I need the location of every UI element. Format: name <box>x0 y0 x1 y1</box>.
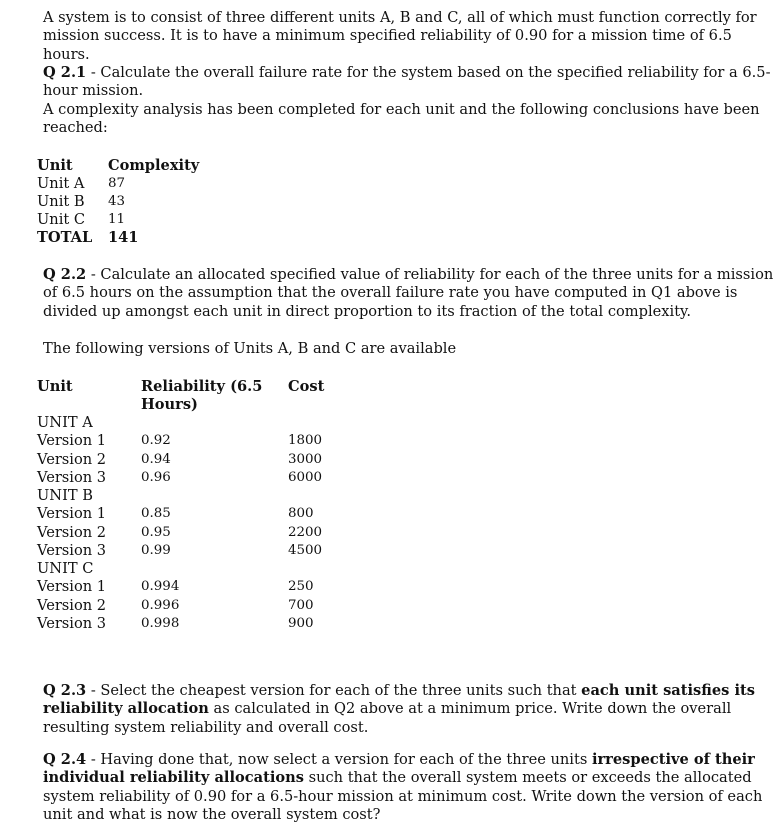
question-2-1 <box>43 64 771 101</box>
table-cell-version: Version 3 <box>37 542 107 559</box>
question-text: unit and what is now the overall system cost? <box>43 805 381 823</box>
complexity-intro <box>43 101 760 138</box>
total-label: TOTAL <box>37 229 93 246</box>
total-value: 141 <box>108 229 139 246</box>
table-cell-version: Version 1 <box>37 432 107 449</box>
question-2-4 <box>43 751 763 824</box>
question-text: as calculated in Q2 above at a minimum price. Write down the overall <box>208 700 732 718</box>
question-label: Q 2.4 <box>43 751 87 768</box>
col-header-reliability: Hours) <box>141 396 198 413</box>
versions-intro <box>43 340 703 358</box>
question-text: divided up amongst each unit in direct proportion to its fraction of the total complexity. <box>43 302 692 320</box>
unit-group-label: UNIT B <box>37 487 93 504</box>
question-text: - Select the cheapest version for each of the three units such that <box>86 682 582 699</box>
unit-group-label: UNIT C <box>37 560 94 577</box>
question-text: such that the overall system meets or exceeds the allocated <box>303 769 752 787</box>
table-cell-cost: 800 <box>288 506 314 521</box>
question-label: Q 2.3 <box>43 682 87 699</box>
question-text: - Having done that, now select a version for each of the three units <box>86 751 592 768</box>
intro-line: A system is to consist of three different units A, B and C, all of which must function correctly for <box>43 9 757 26</box>
table-cell-reliability: 0.92 <box>141 433 171 448</box>
question-text: of 6.5 hours on the assumption that the overall failure rate you have computed in Q1 above is <box>43 284 738 302</box>
table-cell-cost: 900 <box>288 616 314 631</box>
question-text: hour mission. <box>43 82 144 100</box>
table-cell-version: Version 3 <box>37 615 107 632</box>
question-label: Q 2.2 <box>43 266 87 283</box>
table-cell-cost: 4500 <box>288 543 323 558</box>
col-header-unit: Unit <box>37 157 73 174</box>
complexity-intro-line: A complexity analysis has been completed for each unit and the following conclusions have been <box>43 101 760 118</box>
col-header-reliability: Reliability (6.5 <box>141 378 263 395</box>
col-header-unit: Unit <box>37 378 73 395</box>
table-cell-reliability: 0.85 <box>141 506 171 521</box>
question-text: - Calculate the overall failure rate for the system based on the specified reliability for a 6.5- <box>86 64 771 81</box>
intro-line: hours. <box>43 45 90 63</box>
question-text: system reliability of 0.90 for a 6.5-hour mission at minimum cost. Write down the version of each <box>43 787 763 805</box>
table-cell-version: Version 2 <box>37 597 107 614</box>
table-cell-reliability: 0.96 <box>141 470 171 485</box>
table-cell-cost: 250 <box>288 579 314 594</box>
versions-intro-text: The following versions of Units A, B and C are available <box>43 340 457 357</box>
table-cell-cost: 6000 <box>288 470 323 485</box>
table-cell-reliability: 0.994 <box>141 579 180 594</box>
table-cell-reliability: 0.99 <box>141 543 171 558</box>
question-text: - Calculate an allocated specified value of reliability for each of the three units for a mission <box>86 266 773 283</box>
table-cell-unit: Unit C <box>37 211 86 228</box>
table-cell-version: Version 2 <box>37 524 107 541</box>
question-emphasis: individual reliability allocations <box>43 769 304 787</box>
table-cell-unit: Unit B <box>37 193 85 210</box>
question-emphasis: each unit satisfies its <box>581 682 755 699</box>
intro-paragraph <box>43 9 757 64</box>
table-cell-reliability: 0.94 <box>141 452 171 467</box>
question-2-2 <box>43 266 773 321</box>
table-cell-value: 43 <box>108 194 126 209</box>
table-cell-value: 11 <box>108 212 126 227</box>
table-cell-reliability: 0.996 <box>141 598 180 613</box>
table-cell-version: Version 1 <box>37 578 107 595</box>
complexity-intro-line: reached: <box>43 119 108 137</box>
col-header-complexity: Complexity <box>108 157 200 174</box>
question-text: resulting system reliability and overall cost. <box>43 718 369 736</box>
table-cell-cost: 1800 <box>288 433 323 448</box>
table-cell-cost: 700 <box>288 598 314 613</box>
table-cell-version: Version 3 <box>37 469 107 486</box>
unit-group-label: UNIT A <box>37 414 93 431</box>
table-cell-unit: Unit A <box>37 175 85 192</box>
table-cell-reliability: 0.95 <box>141 525 171 540</box>
table-cell-reliability: 0.998 <box>141 616 180 631</box>
col-header-cost: Cost <box>288 378 325 395</box>
table-cell-cost: 3000 <box>288 452 323 467</box>
table-cell-version: Version 1 <box>37 505 107 522</box>
question-2-3 <box>43 682 755 737</box>
table-cell-cost: 2200 <box>288 525 323 540</box>
question-emphasis: irrespective of their <box>591 751 755 768</box>
table-cell-value: 87 <box>108 176 126 191</box>
question-emphasis: reliability allocation <box>43 700 209 718</box>
intro-line: mission success. It is to have a minimum specified reliability of 0.90 for a mission time of 6.5 <box>43 27 732 45</box>
table-cell-version: Version 2 <box>37 451 107 468</box>
question-label: Q 2.1 <box>43 64 87 81</box>
